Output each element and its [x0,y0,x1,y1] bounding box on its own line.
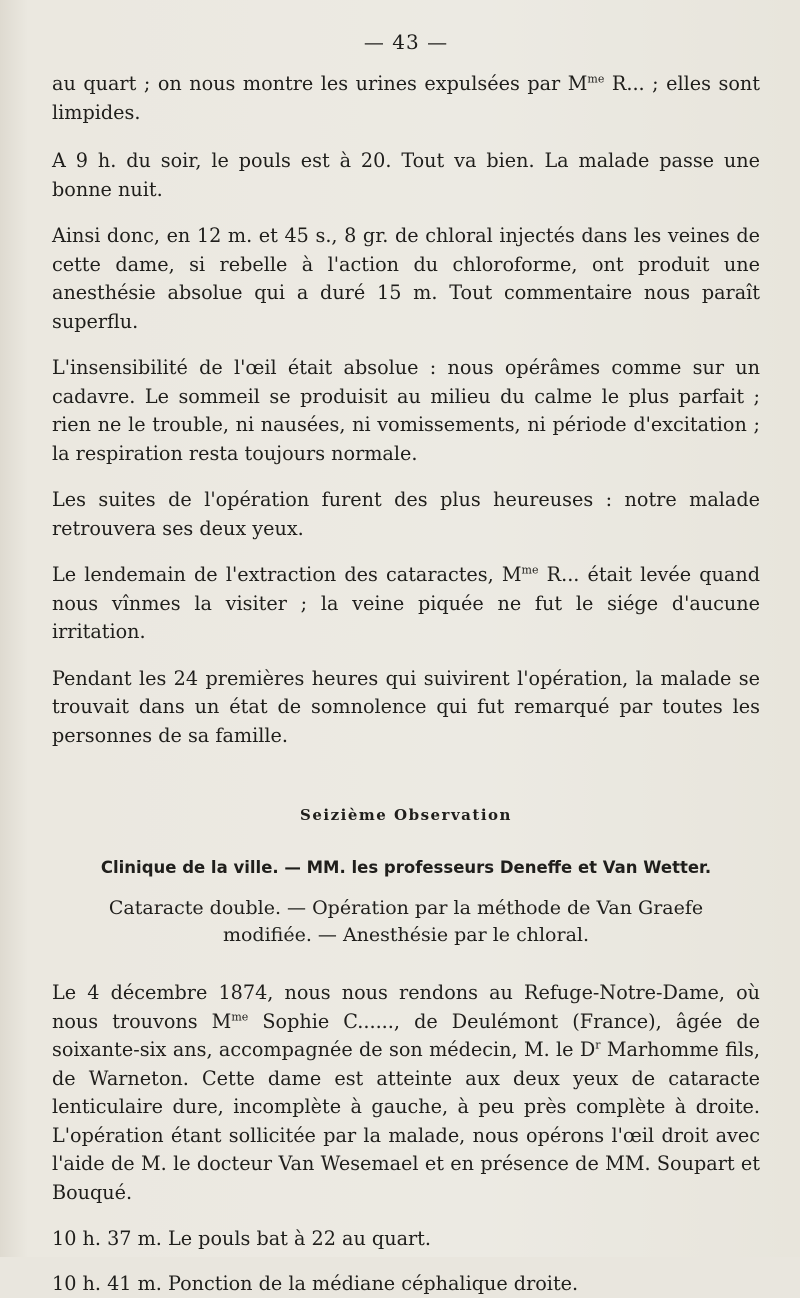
superscript: me [522,564,539,577]
page-number: — 43 — [52,30,760,54]
paragraph: Ainsi donc, en 12 m. et 45 s., 8 gr. de chloral injectés dans les veines de cette dame, si rebelle à l'action du chloroforme, ont produit une anesthésie absolue qui a duré 15 m. Tout commentaire nous paraît superflu. [52,222,760,336]
superscript: r [595,1039,600,1052]
time-entry: 10 h. 37 m. Le pouls bat à 22 au quart. [52,1225,760,1254]
paragraph-main [52,979,760,1207]
text-fragment: Sophie C......, de Deulémont (France), âgée de soixante-six ans, accompagnée de son médecin, M. le D [52,1010,760,1062]
superscript: me [231,1010,248,1023]
text-fragment: R... était levée quand nous vînmes la visiter ; la veine piquée ne fut le siége d'aucune irritation. [52,563,760,643]
observation-title: Seizième Observation [52,806,760,824]
paragraph-continuation [52,70,760,127]
paragraph: A 9 h. du soir, le pouls est à 20. Tout va bien. La malade passe une bonne nuit. [52,147,760,204]
paragraph: Les suites de l'opération furent des plus heureuses : notre malade retrouvera ses deux yeux. [52,486,760,543]
paragraph: L'insensibilité de l'œil était absolue : nous opérâmes comme sur un cadavre. Le sommeil se produisit au milieu du calme le plus parfait ; rien ne le trouble, ni nausées, ni vomissements, ni période d'excitation ; la respiration resta toujours normale. [52,354,760,468]
time-entry: 10 h. 41 m. Ponction de la médiane céphalique droite. [52,1270,760,1298]
paragraph [52,561,760,647]
paragraph: Pendant les 24 premières heures qui suivirent l'opération, la malade se trouvait dans un état de somnolence qui fut remarqué par toutes les personnes de sa famille. [52,665,760,751]
text-fragment: R... ; elles sont limpides. [52,72,760,124]
text-fragment: Le lendemain de l'extraction des cataractes, M [52,563,522,586]
text-fragment: Le 4 décembre 1874, nous nous rendons au Refuge-Notre-Dame, où nous trouvons M [52,981,760,1033]
clinic-line: Clinique de la ville. — MM. les professeurs Deneffe et Van Wetter. [52,858,760,877]
text-fragment: au quart ; on nous montre les urines expulsées par M [52,72,587,95]
cataract-line: Cataracte double. — Opération par la méthode de Van Graefe modifiée. — Anesthésie par le chloral. [66,895,746,949]
text-fragment: Marhomme fils, de Warneton. Cette dame est atteinte aux deux yeux de cataracte lenticulaire dure, incomplète à gauche, à peu près complète à droite. L'opération étant sollicitée par la malade, nous opérons l'œil droit avec l'aide de M. le docteur Van Wesemael et en présence de MM. Soupart et Bouqué. [52,1038,760,1204]
superscript: me [587,73,604,86]
